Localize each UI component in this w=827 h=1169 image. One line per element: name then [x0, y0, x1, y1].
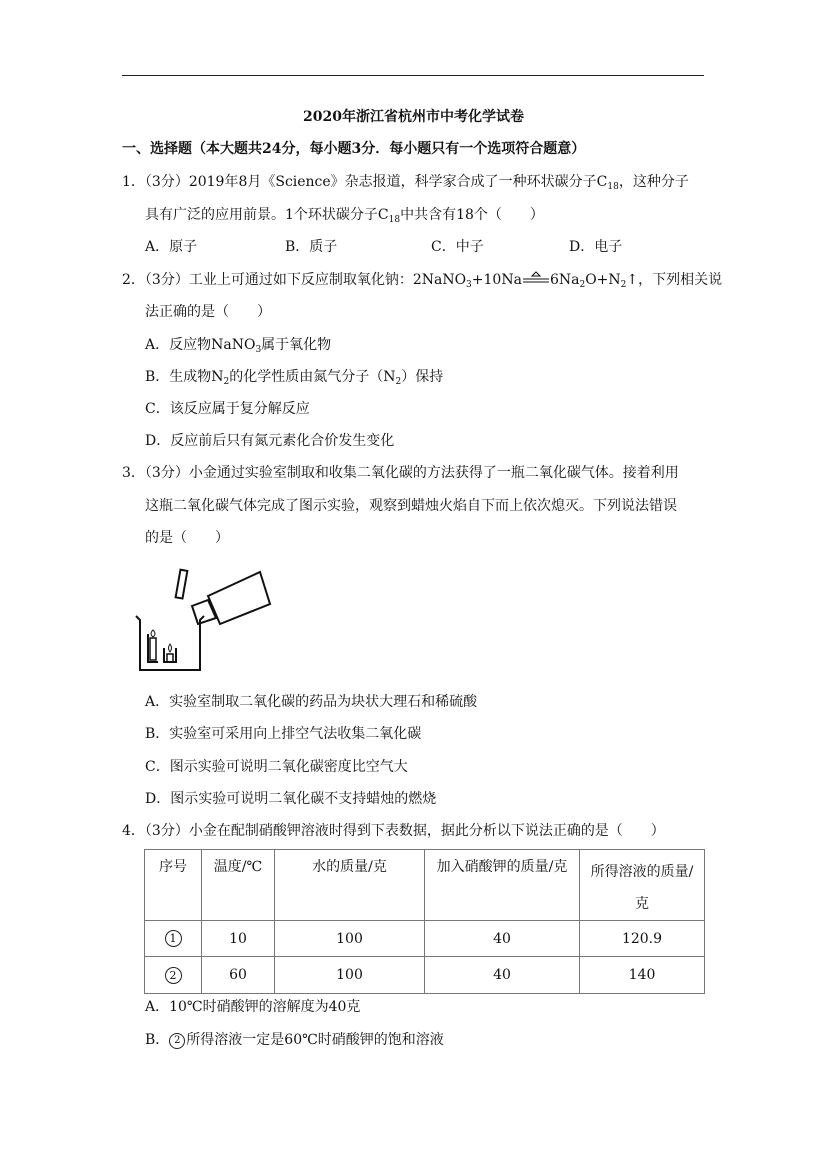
header-temp: 温度/℃: [202, 850, 275, 921]
table-header-row: [145, 850, 705, 921]
section-heading: 一、选择题（本大题共24分，每小题3分．每小题只有一个选项符合题意）: [122, 141, 586, 157]
q2-line-1: 2．（3分）工业上可通过如下反应制取氧化钠：2NaNO$_3$+10Na $6Na_2O+N_2↑$，下列相关说: [122, 272, 723, 290]
q3-option-b[interactable]: B．实验室可采用向上排空气法收集二氧化碳: [145, 726, 422, 742]
q4-line-1: 4．（3分）小金在配制硝酸钾溶液时得到下表数据，据此分析以下说法正确的是（ ）: [122, 823, 665, 839]
gas-bottle-icon: [176, 570, 270, 624]
cell-added: 40: [425, 921, 580, 957]
header-water: 水的质量/克: [275, 850, 425, 921]
header-added: 加入硝酸钾的质量/克: [425, 850, 580, 921]
q3-line-3: 的是（ ）: [145, 530, 229, 546]
cell-temp: 60: [202, 957, 275, 994]
header-rule: [122, 75, 704, 76]
q2-option-d[interactable]: D．反应前后只有氮元素化合价发生变化: [145, 433, 395, 449]
cell-water: 100: [275, 957, 425, 994]
heat-condition-icon: [522, 271, 550, 285]
q3-line-1: 3．（3分）小金通过实验室制取和收集二氧化碳的方法获得了一瓶二氧化碳气体。接着利用: [122, 465, 679, 481]
q1-line-2: 具有广泛的应用前景。1个环状碳分子$C_{18}$中共含有18个（ ）: [145, 207, 544, 225]
q3-option-a[interactable]: A．实验室制取二氧化碳的药品为块状大理石和稀硫酸: [145, 694, 478, 710]
q2-option-b[interactable]: B．生成物$N_2$的化学性质由氮气分子$(N_2)$保持: [145, 369, 444, 387]
q1-option-c[interactable]: C．中子: [431, 239, 484, 255]
header-solution: 所得溶液的质量/ 克: [580, 850, 705, 921]
header-no: 序号: [145, 850, 202, 921]
cell-added: 40: [425, 957, 580, 994]
cell-temp: 10: [202, 921, 275, 957]
q1-line-1: 1．（3分）2019年8月《Science》杂志报道，科学家合成了一种环状碳分子$C_{18}$，这种分子: [122, 174, 689, 192]
cell-water: 100: [275, 921, 425, 957]
solubility-table: [144, 849, 705, 994]
q1-option-b[interactable]: B．质子: [285, 239, 338, 255]
q1-option-d[interactable]: D．电子: [569, 239, 623, 255]
q2-option-c[interactable]: C．该反应属于复分解反应: [145, 401, 310, 417]
q4-option-b[interactable]: B． 2 所得溶液一定是60℃时硝酸钾的饱和溶液: [145, 1032, 444, 1048]
q2-line-2: 法正确的是（ ）: [145, 304, 271, 320]
q1-option-a[interactable]: A．原子: [145, 239, 198, 255]
q3-option-d[interactable]: D．图示实验可说明二氧化碳不支持蜡烛的燃烧: [145, 791, 437, 807]
q4-option-a[interactable]: A．10℃时硝酸钾的溶解度为40克: [145, 999, 361, 1015]
exam-title: 2020年浙江省杭州市中考化学试卷: [303, 109, 524, 125]
q2-option-a[interactable]: A．反应物NaNO$_3$属于氧化物: [145, 337, 332, 355]
co2-pouring-diagram: [130, 562, 330, 677]
cell-no: 1: [145, 921, 202, 957]
q3-option-c[interactable]: C．图示实验可说明二氧化碳密度比空气大: [145, 759, 408, 775]
cell-solution: 120.9: [580, 921, 705, 957]
candle-icons: [150, 630, 173, 662]
q3-line-2: 这瓶二氧化碳气体完成了图示实验，观察到蜡烛火焰自下而上依次熄灭。下列说法错误: [145, 498, 677, 514]
table-row: [145, 921, 705, 957]
q1-options: [145, 237, 622, 257]
glass-plate-icon: [176, 570, 188, 599]
cell-solution: 140: [580, 957, 705, 994]
cell-no: 2: [145, 957, 202, 994]
table-row: [145, 957, 705, 994]
